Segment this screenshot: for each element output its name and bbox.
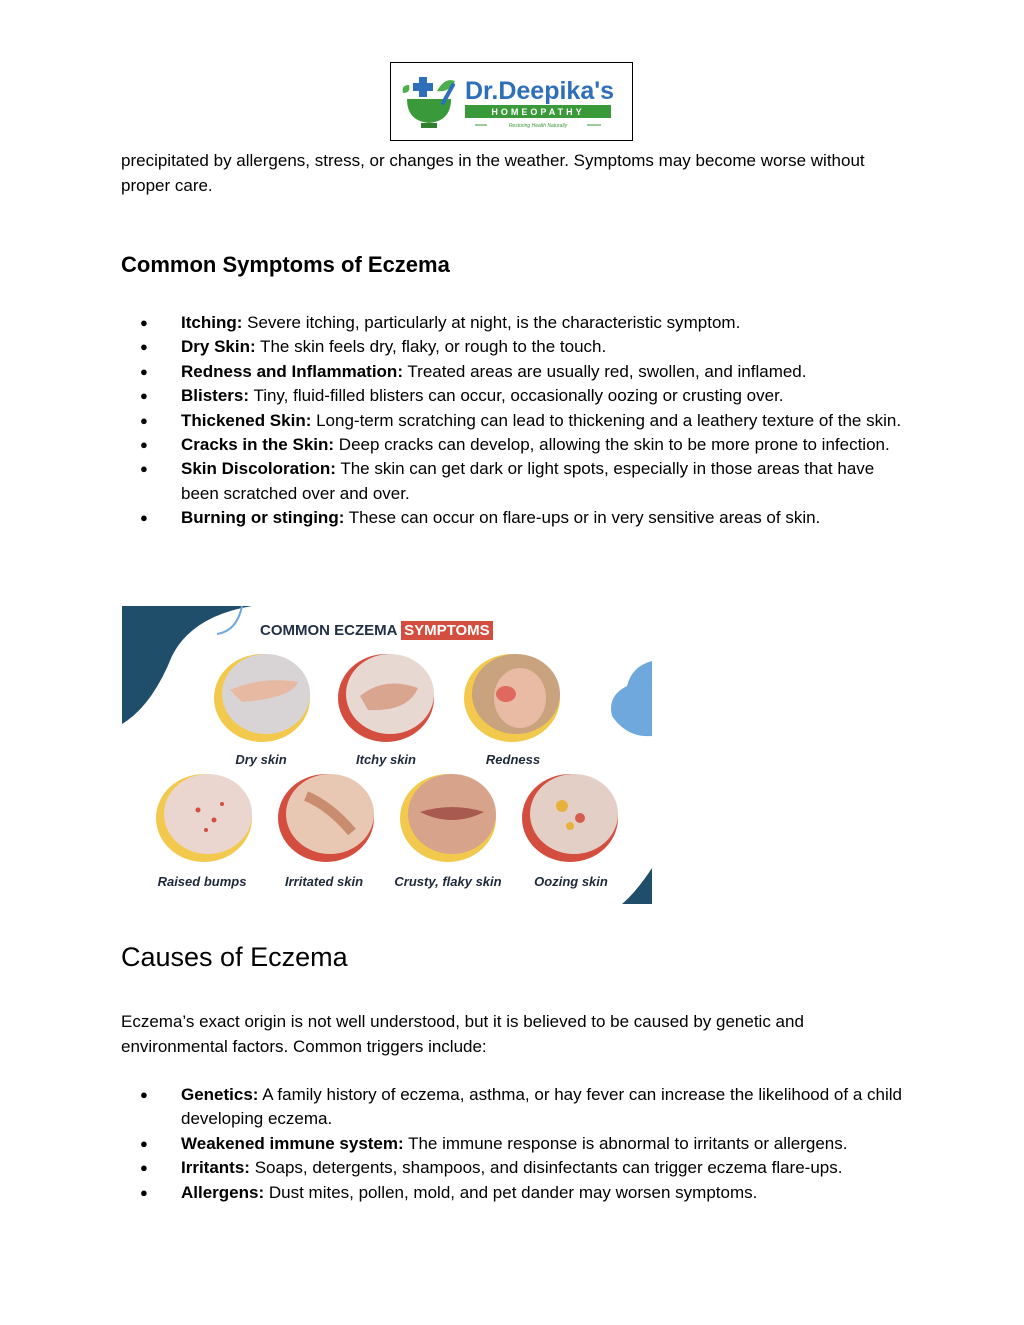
caption-oozing-skin: Oozing skin [534, 874, 608, 889]
bullet-icon: ● [140, 315, 148, 330]
redness-image [464, 654, 560, 742]
bullet-icon: ● [140, 412, 148, 428]
bullet-icon: ● [140, 1184, 148, 1200]
caption-raised-bumps: Raised bumps [157, 874, 247, 889]
bullet-icon: ● [140, 1135, 148, 1151]
caption-redness: Redness [485, 752, 541, 767]
causes-list [0, 1083, 910, 1205]
causes-intro-paragraph: Eczema’s exact origin is not well understood, but it is believed to be caused by genetic and environmental factors. Common triggers include: [121, 1012, 804, 1056]
list-item: ● Blisters: Tiny, fluid-filled blisters can occur, occasionally oozing or crusting over. [0, 384, 910, 408]
list-item: ● Skin Discoloration: The skin can get dark or light spots, especially in those areas that have been scratched over and over. [140, 459, 875, 503]
caption-irritated-skin: Irritated skin [284, 874, 364, 889]
list-item: ● Weakened immune system: The immune response is abnormal to irritants or allergens. [0, 1132, 910, 1156]
caption-itchy-skin: Itchy skin [356, 752, 416, 767]
list-item: ● Genetics: A family history of eczema, asthma, or hay fever can increase the likelihood of a child developing eczema. [140, 1085, 902, 1129]
corner-shape-bottom-right [622, 868, 652, 904]
caption-dry-skin: Dry skin [235, 752, 287, 767]
clinic-logo [390, 62, 633, 141]
crusty-flaky-skin-image [400, 774, 496, 862]
symptoms-list [0, 311, 910, 531]
logo-sub-text: HOMEOPATHY [491, 107, 585, 117]
caption-crusty-flaky-skin: Crusty, flaky skin [394, 874, 502, 889]
bullet-icon: ● [140, 437, 148, 453]
bullet-icon: ● [140, 363, 148, 379]
corner-shape-right [611, 661, 652, 736]
list-item: ● Thickened Skin: Long-term scratching can lead to thickening and a leathery texture of the skin. [0, 409, 910, 433]
dry-skin-image [214, 654, 310, 742]
bullet-icon: ● [140, 339, 148, 355]
bullet-icon: ● [140, 1087, 148, 1102]
list-item: ● Cracks in the Skin: Deep cracks can develop, allowing the skin to be more prone to infection. [0, 433, 910, 457]
intro-paragraph: precipitated by allergens, stress, or changes in the weather. Symptoms may become worse without proper care. [121, 151, 865, 195]
causes-heading: Causes of Eczema [121, 942, 348, 972]
eczema-symptoms-infographic [122, 606, 652, 904]
bullet-icon: ● [140, 510, 148, 526]
list-item: ● Dry Skin: The skin feels dry, flaky, or rough to the touch. [0, 335, 910, 359]
oozing-skin-image [522, 774, 618, 862]
logo-brand-text: Dr.Deepika's [465, 77, 615, 105]
bullet-icon: ● [140, 1160, 148, 1176]
list-item: ● Redness and Inflammation: Treated areas are usually red, swollen, and inflamed. [0, 360, 910, 384]
logo-tagline: Restoring Health Naturally [508, 123, 568, 129]
list-item: ● Burning or stinging: These can occur on flare-ups or in very sensitive areas of skin. [0, 506, 910, 530]
bullet-icon: ● [140, 461, 148, 477]
irritated-skin-image [278, 774, 374, 862]
infographic-title: COMMON ECZEMA SYMPTOMS [260, 622, 493, 639]
itchy-skin-image [338, 654, 434, 742]
list-item: ● Itching: Severe itching, particularly at night, is the characteristic symptom. [0, 311, 910, 335]
list-item: ● Irritants: Soaps, detergents, shampoos, and disinfectants can trigger eczema flare-ups. [0, 1156, 910, 1180]
symptoms-heading: Common Symptoms of Eczema [121, 252, 450, 277]
list-item: ● Allergens: Dust mites, pollen, mold, and pet dander may worsen symptoms. [0, 1181, 910, 1205]
bullet-icon: ● [140, 388, 148, 404]
raised-bumps-image [156, 774, 252, 862]
